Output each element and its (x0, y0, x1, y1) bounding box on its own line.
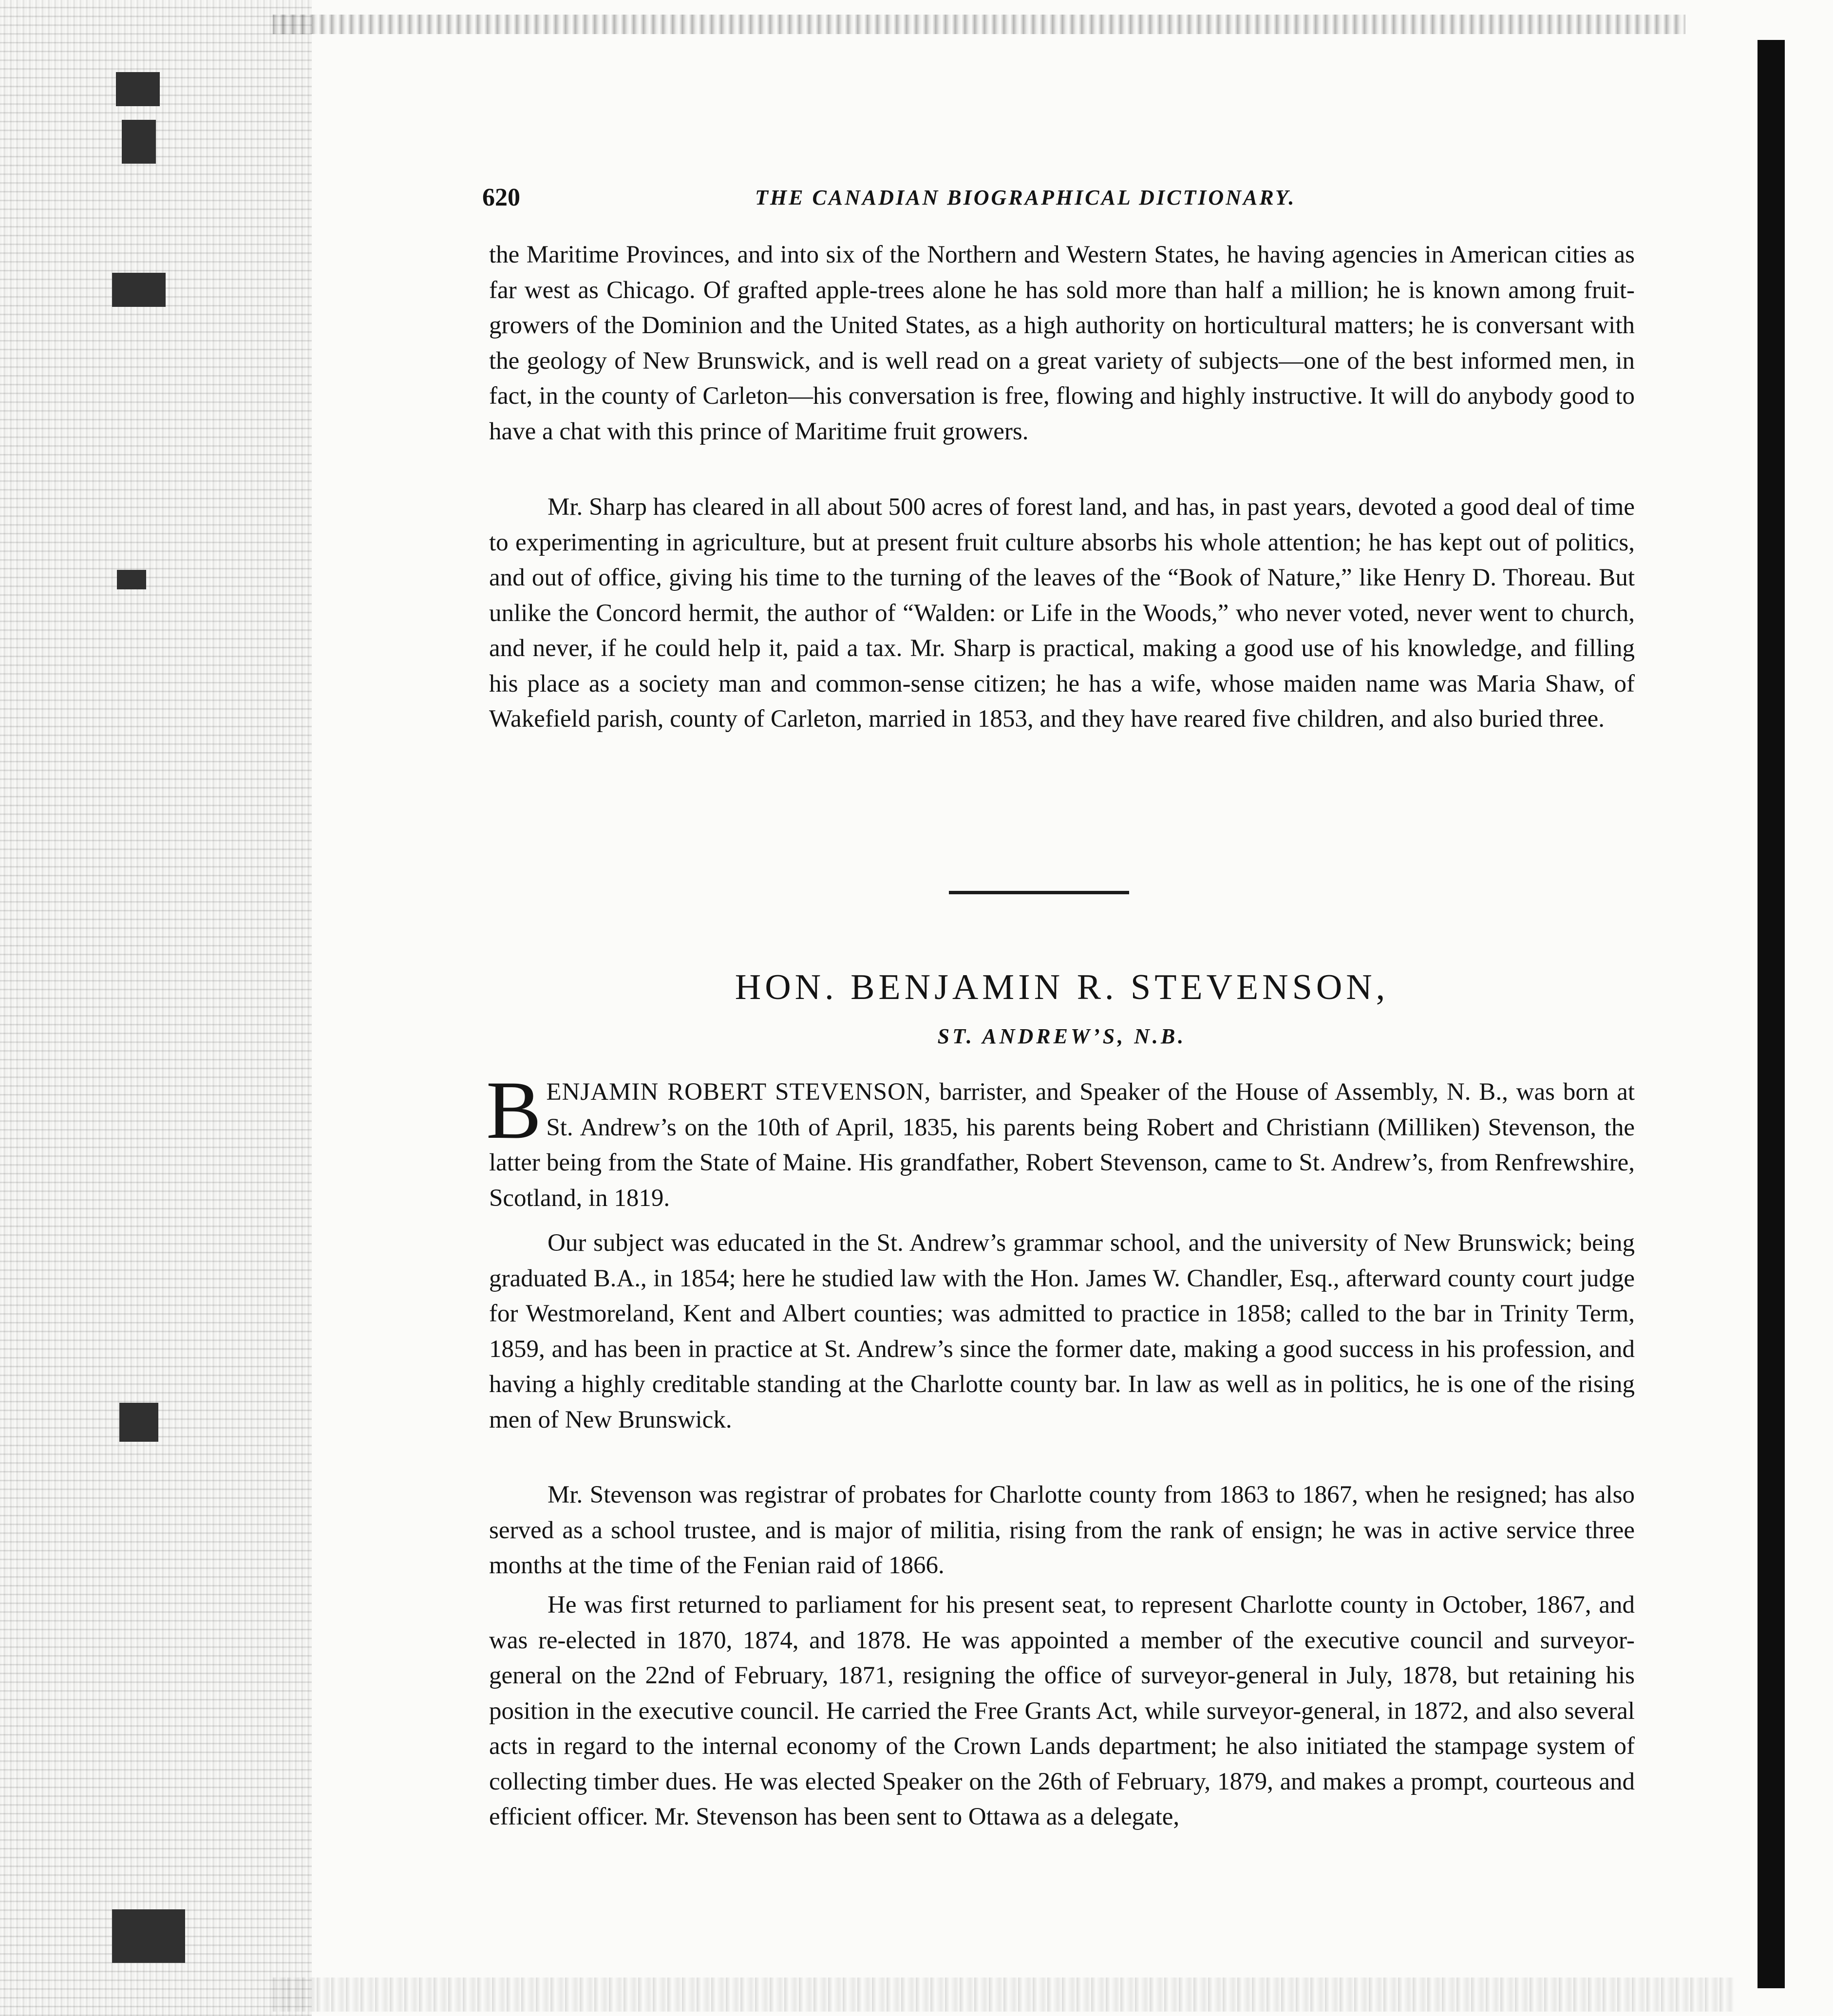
paragraph-stevenson-education: Our subject was educated in the St. Andrew’s grammar school, and the university of New Brunswick; being graduated B.A., in 1854; here he studied law with the Hon. James W. Chandler, Esq., afterward county court judge for Westmoreland, Kent and Albert counties; was admitted to practice in 1858; called to the bar in Trinity Term, 1859, and has been in practice at St. Andrew’s since the former date, making a good success in his profession, and having a highly creditable standing at the Charlotte county bar. In law as well as in politics, he is one of the rising men of New Brunswick. (489, 1229, 1635, 1433)
article-title: HON. BENJAMIN R. STEVENSON, (735, 967, 1389, 1007)
page-header (482, 180, 1642, 219)
section-divider (949, 891, 1129, 894)
paragraph-stevenson-registrar: Mr. Stevenson was registrar of probates for Charlotte county from 1863 to 1867, when he resigned; has also served as a school trustee, and is major of militia, rising from the rank of ensign; he was in active service three months at the time of the Fenian raid of 1866. (489, 1481, 1635, 1579)
scan-top-noise (273, 15, 1685, 34)
lead-name: ENJAMIN ROBERT STEVENSON, (546, 1078, 931, 1106)
paragraph-stevenson-parliament: He was first returned to parliament for his present seat, to represent Charlotte county in October, 1867, and was re-elected in 1870, 1874, and 1878. He was appointed a member of the executive council and surveyor-general on the 22nd of February, 1871, resigning the office of surveyor-general in July, 1878, but retaining his position in the executive council. He carried the Free Grants Act, while surveyor-general, in 1872, and also several acts in regard to the internal economy of the Crown Lands department; he also initiated the stampage system of collecting timber dues. He was elected Speaker on the 26th of February, 1879, and makes a prompt, courteous and efficient officer. Mr. Stevenson has been sent to Ottawa as a delegate, (489, 1591, 1635, 1830)
article-place: ST. ANDREW’S, N.B. (937, 1024, 1187, 1048)
paragraph-sharp-clearing: Mr. Sharp has cleared in all about 500 acres of forest land, and has, in past years, devoted a good deal of time to experimenting in agriculture, but at present fruit culture absorbs his whole attention; he has kept out of politics, and out of office, giving his time to the turning of the leaves of the “Book of Nature,” like Henry D. Thoreau. But unlike the Concord hermit, the author of “Walden: or Life in the Woods,” who never voted, never went to church, and never, if he could help it, paid a tax. Mr. Sharp is practical, making a good use of his knowledge, and filling his place as a society man and common-sense citizen; he has a wife, whose maiden name was Maria Shaw, of Wakefield parish, county of Carleton, married in 1853, and they have reared five children, and also buried three. (489, 493, 1635, 733)
drop-cap: B (486, 1064, 542, 1156)
scan-bottom-noise (273, 1978, 1734, 2012)
running-title: THE CANADIAN BIOGRAPHICAL DICTIONARY. (755, 186, 1296, 209)
paragraph-sharp-continued: the Maritime Provinces, and into six of the Northern and Western States, he having agencies in American cities as far west as Chicago. Of grafted apple-trees alone he has sold more than half a million; he is known among fruit-growers of the Dominion and the United States, as a high authority on horticultural matters; he is conversant with the geology of New Brunswick, and is well read on a great variety of subjects—one of the best informed men, in fact, in the county of Carleton—his conversation is free, flowing and highly instructive. It will do anybody good to have a chat with this prince of Maritime fruit growers. (489, 241, 1635, 445)
paragraph-stevenson-intro (486, 1064, 1635, 1216)
page-number: 620 (482, 184, 520, 211)
intro-text: barrister, and Speaker of the House of Assembly, N. B., was born at St. Andrew’s on the 10th of April, 1835, his parents being Robert and Christiann (Milliken) Stevenson, the latter being from the State of Maine. His grandfather, Robert Stevenson, came to St. Andrew’s, from Renfrewshire, Scotland, in 1819. (489, 1078, 1635, 1212)
scan-margin-noise (0, 0, 312, 2016)
binding-shadow (1757, 40, 1785, 1988)
